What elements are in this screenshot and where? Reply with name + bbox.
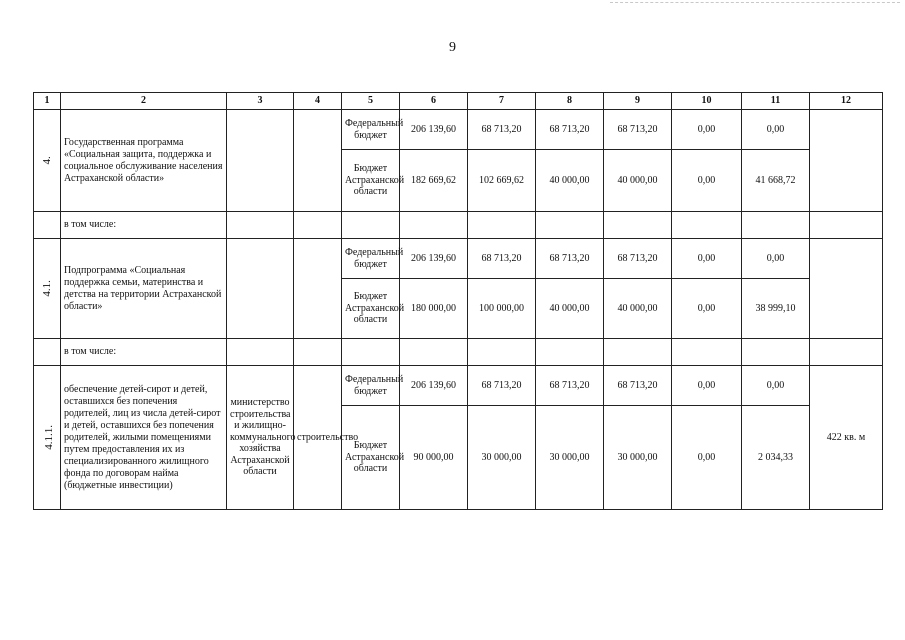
- value-cell: 182 669,62: [400, 150, 468, 212]
- value-cell: 0,00: [672, 279, 742, 339]
- inclusion-row: [34, 339, 883, 366]
- funding-source: Федеральный бюджет: [342, 110, 400, 150]
- inclusion-label: в том числе:: [61, 212, 227, 239]
- row-number-cell: [34, 366, 61, 510]
- value-cell: 41 668,72: [742, 150, 810, 212]
- table-row: [34, 239, 883, 279]
- executor-cell: [227, 110, 294, 212]
- value-cell: 68 713,20: [468, 110, 536, 150]
- value-cell: 68 713,20: [536, 366, 604, 406]
- row-number-cell: [34, 110, 61, 212]
- column-number: 3: [227, 93, 294, 110]
- funding-source: Бюджет Астраханской области: [342, 406, 400, 510]
- value-cell: 68 713,20: [604, 239, 672, 279]
- value-cell: 206 139,60: [400, 239, 468, 279]
- value-cell: 0,00: [672, 366, 742, 406]
- row-number: 4.1.: [40, 280, 53, 297]
- direction-cell: [294, 239, 342, 339]
- funding-source: Бюджет Астраханской области: [342, 279, 400, 339]
- value-cell: 0,00: [672, 110, 742, 150]
- value-cell: 68 713,20: [536, 110, 604, 150]
- column-number: 2: [61, 93, 227, 110]
- value-cell: 0,00: [672, 150, 742, 212]
- value-cell: 68 713,20: [604, 110, 672, 150]
- direction-cell: [294, 110, 342, 212]
- direction-cell: строительство: [294, 366, 342, 510]
- result-cell: 422 кв. м: [810, 366, 883, 510]
- column-number: 9: [604, 93, 672, 110]
- scan-artifact: [610, 2, 900, 9]
- column-number: 5: [342, 93, 400, 110]
- inclusion-row: [34, 212, 883, 239]
- column-number: 7: [468, 93, 536, 110]
- value-cell: 180 000,00: [400, 279, 468, 339]
- value-cell: 40 000,00: [604, 279, 672, 339]
- value-cell: 40 000,00: [536, 279, 604, 339]
- page-number: 9: [449, 40, 456, 55]
- value-cell: 0,00: [672, 406, 742, 510]
- column-numbers-row: [34, 93, 883, 110]
- value-cell: 30 000,00: [468, 406, 536, 510]
- value-cell: 40 000,00: [604, 150, 672, 212]
- column-number: 11: [742, 93, 810, 110]
- value-cell: 38 999,10: [742, 279, 810, 339]
- funding-source: Федеральный бюджет: [342, 239, 400, 279]
- value-cell: 100 000,00: [468, 279, 536, 339]
- value-cell: 0,00: [742, 366, 810, 406]
- value-cell: 206 139,60: [400, 110, 468, 150]
- value-cell: 68 713,20: [604, 366, 672, 406]
- table-row: [34, 366, 883, 406]
- value-cell: 68 713,20: [468, 239, 536, 279]
- value-cell: 40 000,00: [536, 150, 604, 212]
- value-cell: 2 034,33: [742, 406, 810, 510]
- value-cell: 0,00: [742, 110, 810, 150]
- value-cell: 30 000,00: [536, 406, 604, 510]
- budget-table: [33, 92, 883, 510]
- value-cell: 68 713,20: [468, 366, 536, 406]
- value-cell: 68 713,20: [536, 239, 604, 279]
- column-number: 10: [672, 93, 742, 110]
- result-cell: [810, 110, 883, 212]
- column-number: 4: [294, 93, 342, 110]
- funding-source: Бюджет Астраханской области: [342, 150, 400, 212]
- table-row: [34, 110, 883, 150]
- row-number: 4.1.1.: [43, 425, 56, 450]
- program-name: обеспечение детей-сирот и детей, оставшихся без попечения родителей, лиц из числа детей-сирот и детей, оставшихся без попечения родителей, жилыми помещениями путем предоставления их из специализированного жилищного фонда по договорам найма (бюджетные инвестиции): [61, 366, 227, 510]
- column-number: 1: [34, 93, 61, 110]
- value-cell: 90 000,00: [400, 406, 468, 510]
- value-cell: 206 139,60: [400, 366, 468, 406]
- program-name: Подпрограмма «Социальная поддержка семьи, материнства и детства на территории Астраханской области»: [61, 239, 227, 339]
- executor-cell: министерство строительства и жилищно-коммунального хозяйства Астраханской области: [227, 366, 294, 510]
- inclusion-label: в том числе:: [61, 339, 227, 366]
- funding-source: Федеральный бюджет: [342, 366, 400, 406]
- row-number-cell: [34, 239, 61, 339]
- executor-cell: [227, 239, 294, 339]
- result-cell: [810, 239, 883, 339]
- value-cell: 30 000,00: [604, 406, 672, 510]
- row-number: 4.: [40, 156, 53, 165]
- column-number: 6: [400, 93, 468, 110]
- program-name: Государственная программа «Социальная защита, поддержка и социальное обслуживание населения Астраханской области»: [61, 110, 227, 212]
- column-number: 12: [810, 93, 883, 110]
- value-cell: 0,00: [672, 239, 742, 279]
- value-cell: 0,00: [742, 239, 810, 279]
- column-number: 8: [536, 93, 604, 110]
- value-cell: 102 669,62: [468, 150, 536, 212]
